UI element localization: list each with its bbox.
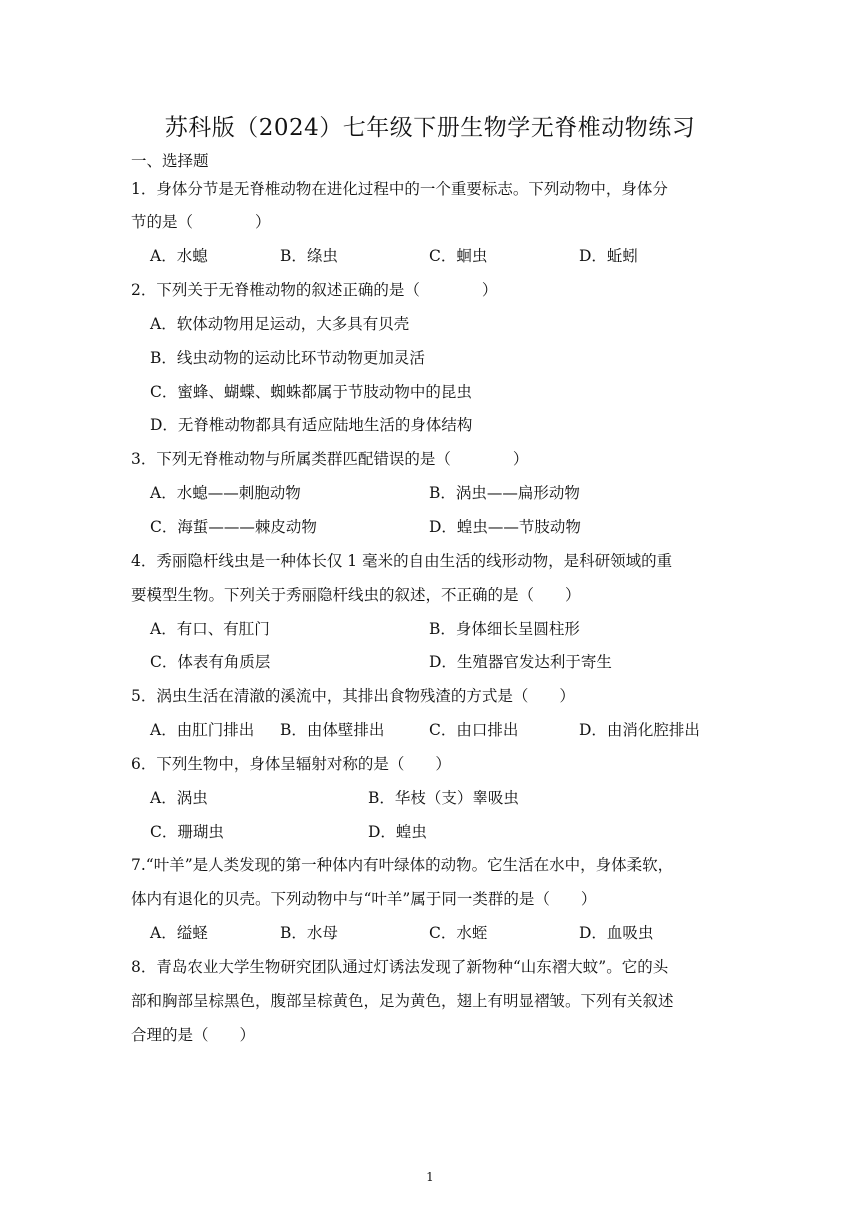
question-6-option-b: B．华枝（支）睾吸虫	[368, 789, 519, 807]
question-2-option-b: B．线虫动物的运动比环节动物更加灵活	[150, 349, 425, 367]
question-3-option-a: A．水螅——刺胞动物	[150, 484, 301, 502]
question-1-option-c: C．蛔虫	[429, 247, 488, 265]
question-7-option-c: C．水蛭	[429, 924, 488, 942]
question-1-option-b: B．绦虫	[280, 247, 338, 265]
question-7-option-d: D．血吸虫	[579, 924, 654, 942]
question-4-text: 要模型生物。下列关于秀丽隐杆线虫的叙述，不正确的是（ ）	[131, 586, 581, 604]
question-2-option-c: C．蜜蜂、蝴蝶、蜘蛛都属于节肢动物中的昆虫	[150, 383, 472, 401]
question-3-option-b: B．涡虫——扁形动物	[429, 484, 580, 502]
question-6-option-a: A．涡虫	[150, 789, 208, 807]
question-4-option-b: B．身体细长呈圆柱形	[429, 620, 580, 638]
question-4-option-d: D．生殖器官发达利于寄生	[429, 653, 612, 671]
question-7-option-a: A．缢蛏	[150, 924, 208, 942]
question-5-option-b: B．由体壁排出	[280, 721, 385, 739]
page-number: 1	[426, 1170, 434, 1184]
question-8-text: 合理的是（ ）	[131, 1026, 256, 1044]
question-6-option-c: C．珊瑚虫	[150, 823, 224, 841]
question-2-option-a: A．软体动物用足运动，大多具有贝壳	[150, 315, 410, 333]
document-title: 苏科版（2024）七年级下册生物学无脊椎动物练习	[164, 115, 696, 141]
question-7-text: 7.“叶羊”是人类发现的第一种体内有叶绿体的动物。它生活在水中，身体柔软，	[131, 856, 674, 874]
question-3-option-d: D．蝗虫——节肢动物	[429, 518, 581, 536]
question-6-text: 6．下列生物中，身体呈辐射对称的是（ ）	[131, 755, 451, 773]
question-1-option-d: D．蚯蚓	[579, 247, 638, 265]
question-5-option-d: D．由消化腔排出	[579, 721, 700, 739]
question-4-option-c: C．体表有角质层	[150, 653, 271, 671]
question-7-option-b: B．水母	[280, 924, 338, 942]
question-6-option-d: D．蝗虫	[368, 823, 427, 841]
question-8-text: 部和胸部呈棕黑色，腹部呈棕黄色，足为黄色，翅上有明显褶皱。下列有关叙述	[131, 992, 674, 1010]
question-7-text: 体内有退化的贝壳。下列动物中与“叶羊”属于同一类群的是（ ）	[131, 890, 597, 908]
question-5-option-a: A．由肛门排出	[150, 721, 255, 739]
question-1-text: 1．身体分节是无脊椎动物在进化过程中的一个重要标志。下列动物中，身体分	[131, 180, 668, 198]
question-2-option-d: D．无脊椎动物都具有适应陆地生活的身体结构	[150, 416, 473, 434]
question-1-option-a: A．水螅	[150, 247, 208, 265]
question-4-option-a: A．有口、有肛门	[150, 620, 270, 638]
question-1-text: 节的是（ ）	[131, 213, 271, 231]
question-4-text: 4．秀丽隐杆线虫是一种体长仅 1 毫米的自由生活的线形动物，是科研领域的重	[131, 552, 673, 570]
section-heading: 一、选择题	[131, 152, 209, 170]
question-5-text: 5．涡虫生活在清澈的溪流中，其排出食物残渣的方式是（ ）	[131, 687, 575, 705]
question-3-text: 3．下列无脊椎动物与所属类群匹配错误的是（ ）	[131, 450, 529, 468]
question-2-text: 2．下列关于无脊椎动物的叙述正确的是（ ）	[131, 281, 498, 299]
question-3-option-c: C．海蜇———棘皮动物	[150, 518, 317, 536]
question-5-option-c: C．由口排出	[429, 721, 519, 739]
question-8-text: 8．青岛农业大学生物研究团队通过灯诱法发现了新物种“山东褶大蚊”。它的头	[131, 958, 669, 976]
